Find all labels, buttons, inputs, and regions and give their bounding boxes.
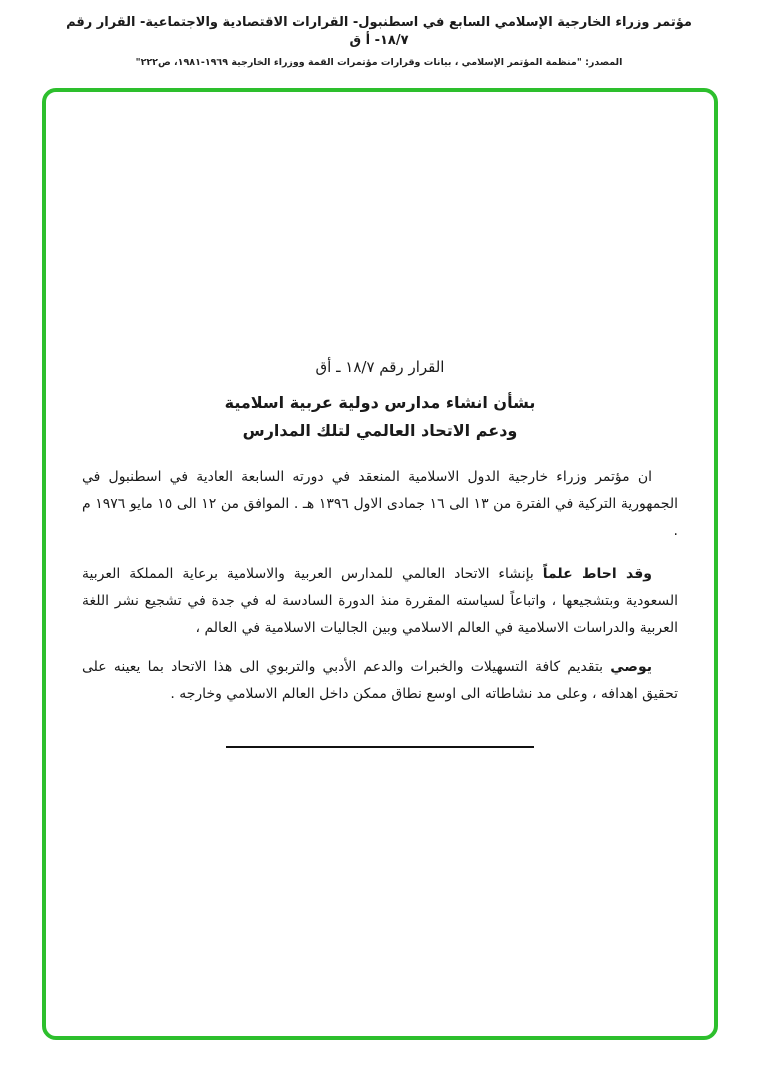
header-conference-title: مؤتمر وزراء الخارجية الإسلامي السابع في اسطنبول- القرارات الاقتصادية والاجتماعية- القرار رقم ١٨/٧- أ ق <box>66 15 692 48</box>
paragraph-lead: وقد احاط علماً <box>542 566 652 582</box>
document-header <box>0 0 758 68</box>
end-divider <box>226 746 534 748</box>
resolution-number-title: القرار رقم ١٨/٧ ـ أق <box>315 358 445 376</box>
paragraph-lead: يوصي <box>610 659 652 675</box>
paragraph-text: بتقديم كافة التسهيلات والخبرات والدعم الأدبي والتربوي الى هذا الاتحاد بما يعينه على تحقيق اهدافه ، وعلى مد نشاطاته الى اوسع نطاق ممكن داخل العالم الاسلامي وخارجه . <box>82 659 678 702</box>
paragraph-preamble <box>82 464 678 545</box>
paragraph-text: ان مؤتمر وزراء خارجية الدول الاسلامية المنعقد في دورته السابعة العادية في اسطنبول في الجمهورية التركية في الفترة من ١٣ الى ١٦ جمادى الاول ١٣٩٦ هـ . الموافق من ١٢ الى ١٥ مايو ١٩٧٦ م . <box>82 469 678 539</box>
paragraph-text: بإنشاء الاتحاد العالمي للمدارس العربية والاسلامية برعاية المملكة العربية السعودية وبتشجيعها ، واتباعاً لسياسته المقررة منذ الدورة السادسة له في جدة في تشجيع نشر اللغة العربية والدراسات الاسلامية في العالم الاسلامي وبين الجاليات الاسلامية في العالم ، <box>82 566 678 636</box>
paragraph-acknowledgement <box>82 561 678 642</box>
header-source-citation: المصدر: "منظمة المؤتمر الإسلامي ، بيانات وقرارات مؤتمرات القمة ووزراء الخارجية ١٩٦٩-١٩٨١، ص٢٢٢" <box>135 57 623 68</box>
document-body <box>46 356 714 748</box>
paragraph-recommendation <box>82 654 678 708</box>
resolution-subject-line2: ودعم الاتحاد العالمي لتلك المدارس <box>242 421 518 440</box>
document-frame <box>42 88 718 1040</box>
resolution-subject-line1: بشأن انشاء مدارس دولية عربية اسلامية <box>224 393 536 412</box>
